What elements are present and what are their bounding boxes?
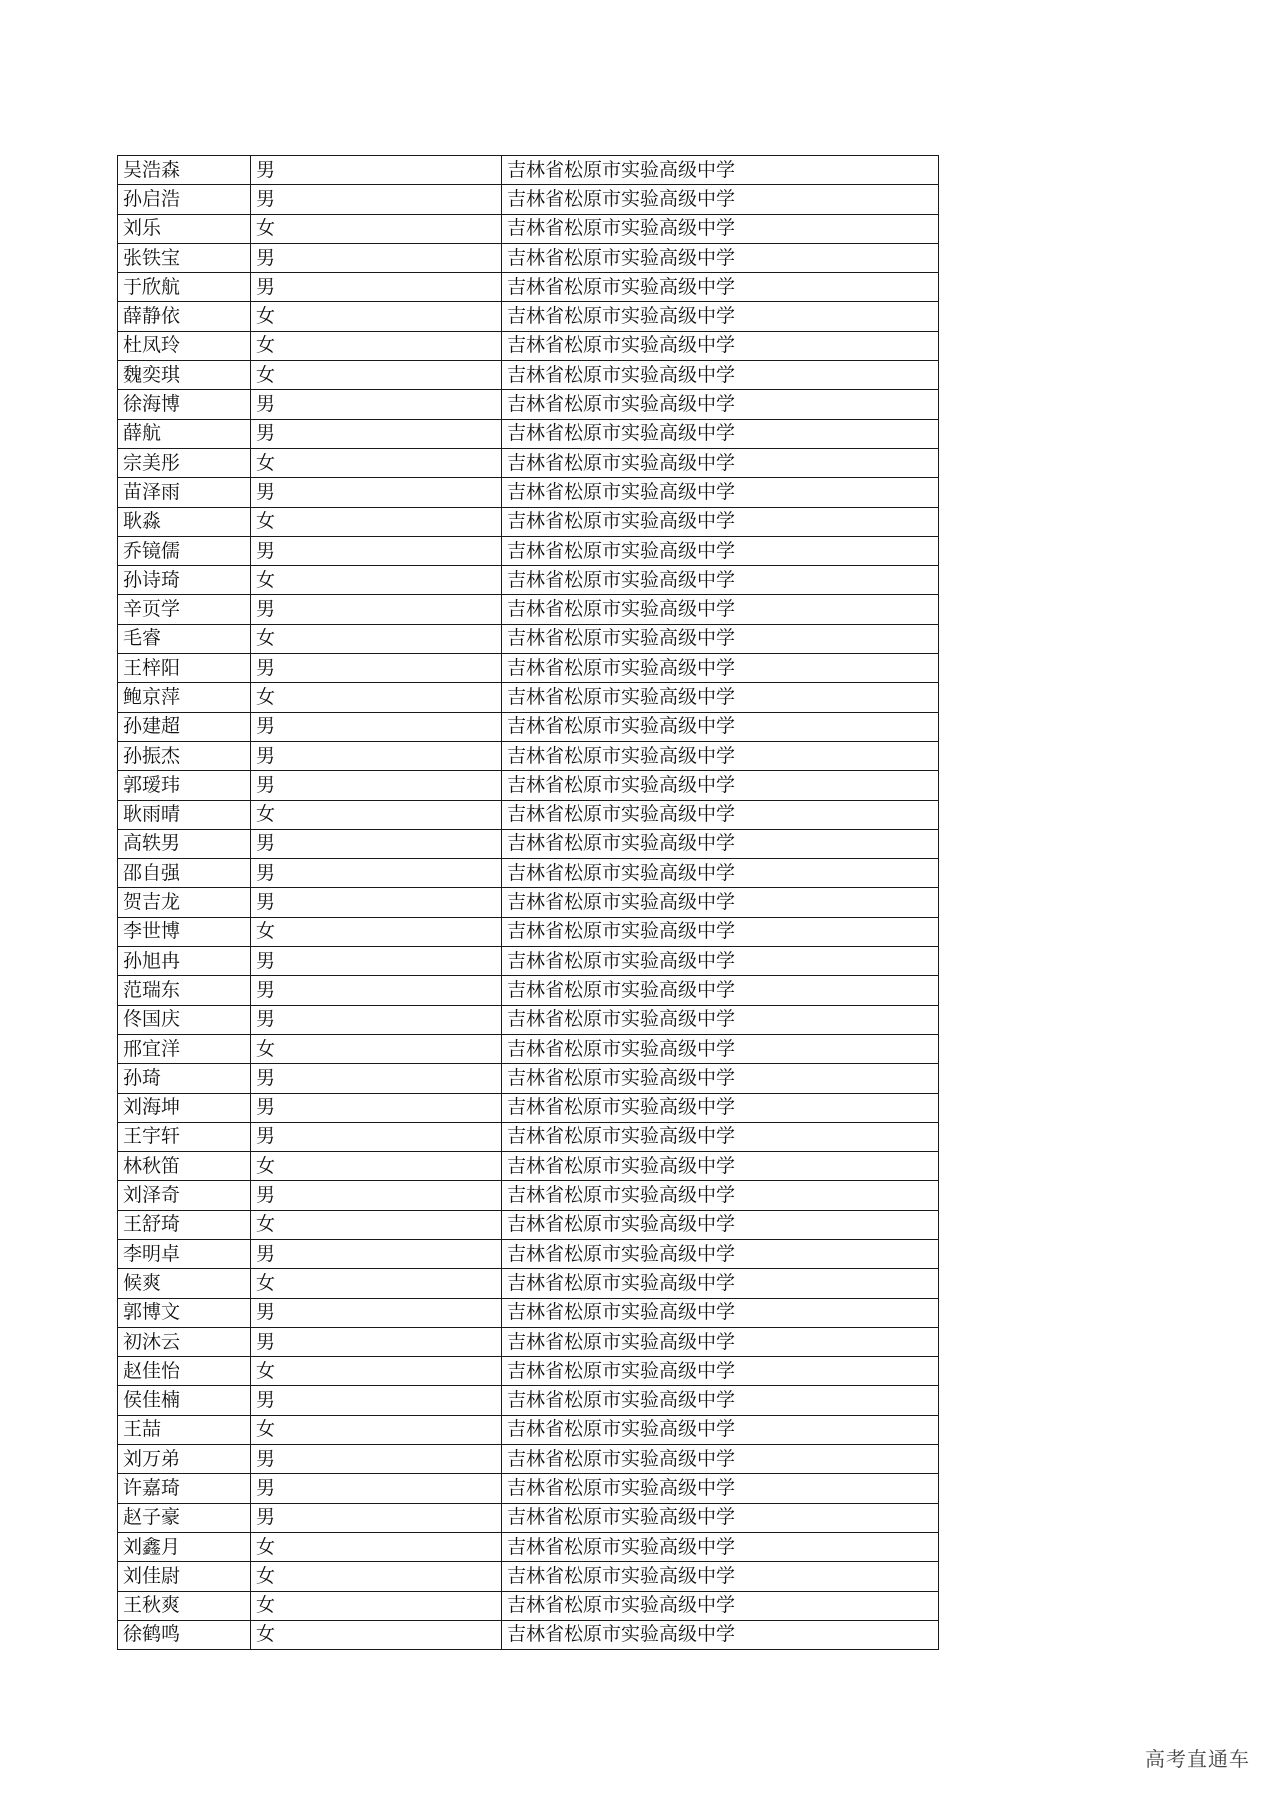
school-cell: 吉林省松原市实验高级中学 xyxy=(502,1239,939,1268)
gender-cell: 女 xyxy=(251,1152,502,1181)
gender-cell: 女 xyxy=(251,361,502,390)
school-cell: 吉林省松原市实验高级中学 xyxy=(502,536,939,565)
gender-cell: 男 xyxy=(251,712,502,741)
table-row xyxy=(118,331,939,360)
school-cell: 吉林省松原市实验高级中学 xyxy=(502,1269,939,1298)
school-cell: 吉林省松原市实验高级中学 xyxy=(502,1532,939,1561)
student-name-cell: 林秋笛 xyxy=(118,1152,251,1181)
table-row xyxy=(118,1445,939,1474)
student-name-cell: 王梓阳 xyxy=(118,654,251,683)
school-cell: 吉林省松原市实验高级中学 xyxy=(502,859,939,888)
school-cell: 吉林省松原市实验高级中学 xyxy=(502,214,939,243)
table-row xyxy=(118,302,939,331)
student-name-cell: 辛页学 xyxy=(118,595,251,624)
table-row xyxy=(118,478,939,507)
roster-body xyxy=(118,156,939,1650)
table-row xyxy=(118,624,939,653)
table-row xyxy=(118,156,939,185)
gender-cell: 男 xyxy=(251,741,502,770)
gender-cell: 男 xyxy=(251,859,502,888)
gender-cell: 男 xyxy=(251,419,502,448)
table-row xyxy=(118,273,939,302)
student-name-cell: 薛静依 xyxy=(118,302,251,331)
school-cell: 吉林省松原市实验高级中学 xyxy=(502,712,939,741)
table-row xyxy=(118,859,939,888)
school-cell: 吉林省松原市实验高级中学 xyxy=(502,1298,939,1327)
student-name-cell: 刘海坤 xyxy=(118,1093,251,1122)
school-cell: 吉林省松原市实验高级中学 xyxy=(502,419,939,448)
student-name-cell: 耿淼 xyxy=(118,507,251,536)
student-name-cell: 刘泽奇 xyxy=(118,1181,251,1210)
table-row xyxy=(118,536,939,565)
school-cell: 吉林省松原市实验高级中学 xyxy=(502,595,939,624)
table-row xyxy=(118,741,939,770)
table-row xyxy=(118,1239,939,1268)
school-cell: 吉林省松原市实验高级中学 xyxy=(502,1474,939,1503)
student-name-cell: 乔镜儒 xyxy=(118,536,251,565)
student-name-cell: 魏奕琪 xyxy=(118,361,251,390)
watermark-text: 高考直通车 xyxy=(1145,1747,1250,1771)
table-row xyxy=(118,1591,939,1620)
student-name-cell: 候爽 xyxy=(118,1269,251,1298)
gender-cell: 女 xyxy=(251,1415,502,1444)
gender-cell: 男 xyxy=(251,654,502,683)
school-cell: 吉林省松原市实验高级中学 xyxy=(502,390,939,419)
school-cell: 吉林省松原市实验高级中学 xyxy=(502,800,939,829)
gender-cell: 男 xyxy=(251,1386,502,1415)
student-name-cell: 王秋爽 xyxy=(118,1591,251,1620)
school-cell: 吉林省松原市实验高级中学 xyxy=(502,1357,939,1386)
student-name-cell: 王舒琦 xyxy=(118,1210,251,1239)
table-row xyxy=(118,361,939,390)
student-name-cell: 鲍京萍 xyxy=(118,683,251,712)
student-name-cell: 刘鑫月 xyxy=(118,1532,251,1561)
student-name-cell: 贺吉龙 xyxy=(118,888,251,917)
student-name-cell: 范瑞东 xyxy=(118,976,251,1005)
gender-cell: 男 xyxy=(251,390,502,419)
school-cell: 吉林省松原市实验高级中学 xyxy=(502,1122,939,1151)
table-row xyxy=(118,1034,939,1063)
gender-cell: 女 xyxy=(251,302,502,331)
student-name-cell: 杜凤玲 xyxy=(118,331,251,360)
gender-cell: 男 xyxy=(251,1445,502,1474)
gender-cell: 女 xyxy=(251,214,502,243)
school-cell: 吉林省松原市实验高级中学 xyxy=(502,331,939,360)
gender-cell: 男 xyxy=(251,1474,502,1503)
student-name-cell: 郭博文 xyxy=(118,1298,251,1327)
table-row xyxy=(118,1620,939,1649)
table-row xyxy=(118,214,939,243)
school-cell: 吉林省松原市实验高级中学 xyxy=(502,947,939,976)
student-name-cell: 张铁宝 xyxy=(118,243,251,272)
school-cell: 吉林省松原市实验高级中学 xyxy=(502,1386,939,1415)
gender-cell: 男 xyxy=(251,1327,502,1356)
table-row xyxy=(118,1562,939,1591)
school-cell: 吉林省松原市实验高级中学 xyxy=(502,1210,939,1239)
student-name-cell: 邵自强 xyxy=(118,859,251,888)
table-row xyxy=(118,654,939,683)
gender-cell: 男 xyxy=(251,1093,502,1122)
school-cell: 吉林省松原市实验高级中学 xyxy=(502,185,939,214)
student-name-cell: 李世博 xyxy=(118,917,251,946)
gender-cell: 男 xyxy=(251,829,502,858)
student-name-cell: 耿雨晴 xyxy=(118,800,251,829)
school-cell: 吉林省松原市实验高级中学 xyxy=(502,771,939,800)
school-cell: 吉林省松原市实验高级中学 xyxy=(502,1591,939,1620)
student-name-cell: 郭瑷玮 xyxy=(118,771,251,800)
table-row xyxy=(118,1386,939,1415)
student-name-cell: 徐海博 xyxy=(118,390,251,419)
student-name-cell: 李明卓 xyxy=(118,1239,251,1268)
gender-cell: 女 xyxy=(251,800,502,829)
gender-cell: 男 xyxy=(251,1064,502,1093)
gender-cell: 女 xyxy=(251,507,502,536)
table-row xyxy=(118,448,939,477)
student-name-cell: 毛睿 xyxy=(118,624,251,653)
student-name-cell: 侯佳楠 xyxy=(118,1386,251,1415)
table-row xyxy=(118,1532,939,1561)
table-row xyxy=(118,1152,939,1181)
table-row xyxy=(118,829,939,858)
gender-cell: 男 xyxy=(251,1503,502,1532)
gender-cell: 女 xyxy=(251,331,502,360)
school-cell: 吉林省松原市实验高级中学 xyxy=(502,683,939,712)
student-name-cell: 苗泽雨 xyxy=(118,478,251,507)
gender-cell: 男 xyxy=(251,243,502,272)
table-row xyxy=(118,917,939,946)
table-row xyxy=(118,1181,939,1210)
gender-cell: 女 xyxy=(251,1269,502,1298)
table-row xyxy=(118,1064,939,1093)
gender-cell: 女 xyxy=(251,917,502,946)
student-name-cell: 孙建超 xyxy=(118,712,251,741)
gender-cell: 男 xyxy=(251,976,502,1005)
student-name-cell: 高轶男 xyxy=(118,829,251,858)
gender-cell: 男 xyxy=(251,478,502,507)
school-cell: 吉林省松原市实验高级中学 xyxy=(502,624,939,653)
gender-cell: 男 xyxy=(251,185,502,214)
table-row xyxy=(118,1210,939,1239)
gender-cell: 女 xyxy=(251,1591,502,1620)
gender-cell: 女 xyxy=(251,1034,502,1063)
student-name-cell: 孙旭冉 xyxy=(118,947,251,976)
student-name-cell: 宗美彤 xyxy=(118,448,251,477)
school-cell: 吉林省松原市实验高级中学 xyxy=(502,156,939,185)
student-name-cell: 刘乐 xyxy=(118,214,251,243)
school-cell: 吉林省松原市实验高级中学 xyxy=(502,829,939,858)
school-cell: 吉林省松原市实验高级中学 xyxy=(502,273,939,302)
school-cell: 吉林省松原市实验高级中学 xyxy=(502,1034,939,1063)
school-cell: 吉林省松原市实验高级中学 xyxy=(502,654,939,683)
gender-cell: 男 xyxy=(251,1122,502,1151)
school-cell: 吉林省松原市实验高级中学 xyxy=(502,1093,939,1122)
student-name-cell: 孙琦 xyxy=(118,1064,251,1093)
gender-cell: 女 xyxy=(251,566,502,595)
student-name-cell: 初沐云 xyxy=(118,1327,251,1356)
table-row xyxy=(118,1503,939,1532)
table-row xyxy=(118,1327,939,1356)
school-cell: 吉林省松原市实验高级中学 xyxy=(502,917,939,946)
student-name-cell: 孙启浩 xyxy=(118,185,251,214)
gender-cell: 男 xyxy=(251,595,502,624)
table-row xyxy=(118,888,939,917)
school-cell: 吉林省松原市实验高级中学 xyxy=(502,741,939,770)
school-cell: 吉林省松原市实验高级中学 xyxy=(502,566,939,595)
school-cell: 吉林省松原市实验高级中学 xyxy=(502,478,939,507)
table-row xyxy=(118,771,939,800)
table-row xyxy=(118,1005,939,1034)
table-row xyxy=(118,947,939,976)
table-row xyxy=(118,1357,939,1386)
school-cell: 吉林省松原市实验高级中学 xyxy=(502,1005,939,1034)
gender-cell: 女 xyxy=(251,448,502,477)
student-name-cell: 赵子豪 xyxy=(118,1503,251,1532)
gender-cell: 男 xyxy=(251,273,502,302)
gender-cell: 女 xyxy=(251,1357,502,1386)
school-cell: 吉林省松原市实验高级中学 xyxy=(502,448,939,477)
student-name-cell: 王宇轩 xyxy=(118,1122,251,1151)
gender-cell: 男 xyxy=(251,1298,502,1327)
table-row xyxy=(118,1269,939,1298)
table-row xyxy=(118,1474,939,1503)
gender-cell: 女 xyxy=(251,1562,502,1591)
school-cell: 吉林省松原市实验高级中学 xyxy=(502,243,939,272)
school-cell: 吉林省松原市实验高级中学 xyxy=(502,976,939,1005)
table-row xyxy=(118,595,939,624)
student-name-cell: 孙诗琦 xyxy=(118,566,251,595)
table-row xyxy=(118,185,939,214)
student-name-cell: 薛航 xyxy=(118,419,251,448)
student-roster-table xyxy=(117,155,939,1650)
table-row xyxy=(118,1298,939,1327)
student-name-cell: 于欣航 xyxy=(118,273,251,302)
gender-cell: 男 xyxy=(251,536,502,565)
table-row xyxy=(118,390,939,419)
student-name-cell: 刘万弟 xyxy=(118,1445,251,1474)
gender-cell: 男 xyxy=(251,156,502,185)
table-row xyxy=(118,1093,939,1122)
school-cell: 吉林省松原市实验高级中学 xyxy=(502,1620,939,1649)
student-name-cell: 徐鹤鸣 xyxy=(118,1620,251,1649)
gender-cell: 女 xyxy=(251,1532,502,1561)
student-name-cell: 许嘉琦 xyxy=(118,1474,251,1503)
gender-cell: 女 xyxy=(251,1620,502,1649)
table-row xyxy=(118,976,939,1005)
table-row xyxy=(118,683,939,712)
school-cell: 吉林省松原市实验高级中学 xyxy=(502,1445,939,1474)
gender-cell: 男 xyxy=(251,1239,502,1268)
school-cell: 吉林省松原市实验高级中学 xyxy=(502,1181,939,1210)
table-row xyxy=(118,419,939,448)
table-row xyxy=(118,1122,939,1151)
school-cell: 吉林省松原市实验高级中学 xyxy=(502,507,939,536)
school-cell: 吉林省松原市实验高级中学 xyxy=(502,1152,939,1181)
gender-cell: 女 xyxy=(251,624,502,653)
gender-cell: 女 xyxy=(251,1210,502,1239)
table-row xyxy=(118,1415,939,1444)
gender-cell: 男 xyxy=(251,888,502,917)
student-name-cell: 吴浩森 xyxy=(118,156,251,185)
student-name-cell: 王喆 xyxy=(118,1415,251,1444)
gender-cell: 男 xyxy=(251,947,502,976)
gender-cell: 女 xyxy=(251,683,502,712)
student-name-cell: 邢宜洋 xyxy=(118,1034,251,1063)
school-cell: 吉林省松原市实验高级中学 xyxy=(502,1415,939,1444)
table-row xyxy=(118,800,939,829)
table-row xyxy=(118,507,939,536)
gender-cell: 男 xyxy=(251,1005,502,1034)
school-cell: 吉林省松原市实验高级中学 xyxy=(502,888,939,917)
student-name-cell: 刘佳尉 xyxy=(118,1562,251,1591)
gender-cell: 男 xyxy=(251,1181,502,1210)
school-cell: 吉林省松原市实验高级中学 xyxy=(502,1562,939,1591)
table-row xyxy=(118,712,939,741)
student-name-cell: 佟国庆 xyxy=(118,1005,251,1034)
school-cell: 吉林省松原市实验高级中学 xyxy=(502,1503,939,1532)
table-row xyxy=(118,243,939,272)
school-cell: 吉林省松原市实验高级中学 xyxy=(502,1064,939,1093)
student-name-cell: 赵佳怡 xyxy=(118,1357,251,1386)
school-cell: 吉林省松原市实验高级中学 xyxy=(502,361,939,390)
gender-cell: 男 xyxy=(251,771,502,800)
school-cell: 吉林省松原市实验高级中学 xyxy=(502,302,939,331)
school-cell: 吉林省松原市实验高级中学 xyxy=(502,1327,939,1356)
student-name-cell: 孙振杰 xyxy=(118,741,251,770)
table-row xyxy=(118,566,939,595)
